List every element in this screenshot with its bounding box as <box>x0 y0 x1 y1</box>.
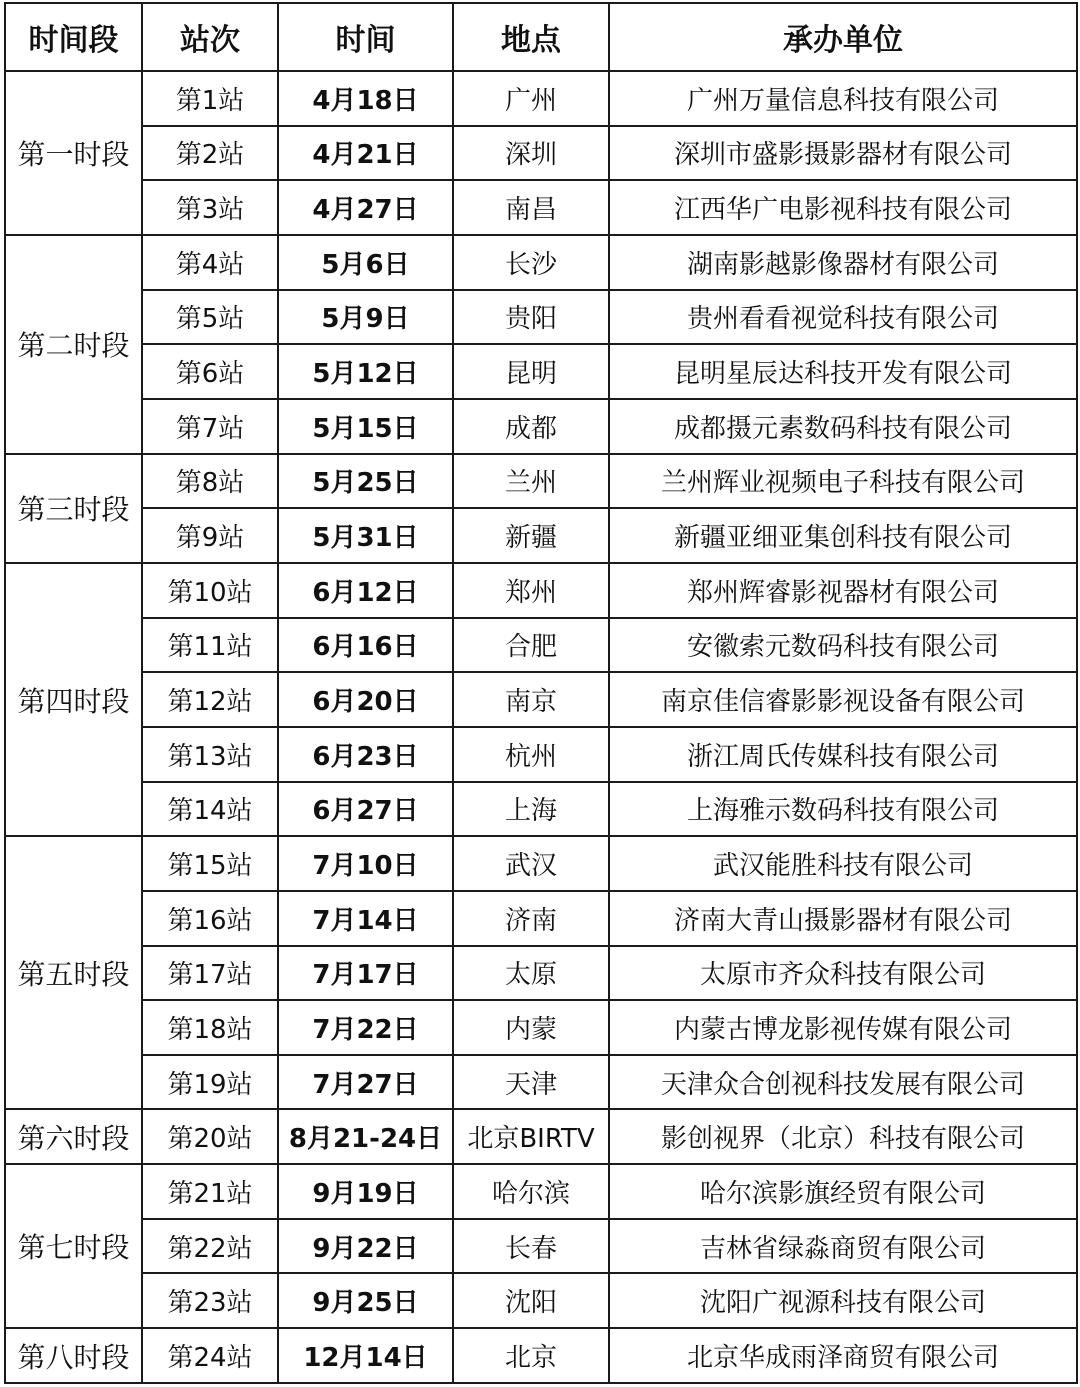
table-row <box>5 618 1077 673</box>
date-cell: 6月20日 <box>278 672 453 727</box>
header-date: 时间 <box>278 3 453 71</box>
host-cell: 新疆亚细亚集创科技有限公司 <box>609 508 1077 563</box>
station-cell: 第21站 <box>142 1164 278 1219</box>
station-cell: 第16站 <box>142 891 278 946</box>
station-cell: 第17站 <box>142 946 278 1001</box>
table-row <box>5 727 1077 782</box>
host-cell: 南京佳信睿影影视设备有限公司 <box>609 672 1077 727</box>
period-cell: 第二时段 <box>5 235 142 454</box>
header-period: 时间段 <box>5 3 142 71</box>
date-cell: 6月27日 <box>278 782 453 837</box>
table-row <box>5 290 1077 345</box>
table-row <box>5 344 1077 399</box>
place-cell: 内蒙 <box>453 1000 609 1055</box>
station-cell: 第6站 <box>142 344 278 399</box>
date-cell: 5月15日 <box>278 399 453 454</box>
station-cell: 第20站 <box>142 1109 278 1164</box>
host-cell: 吉林省绿淼商贸有限公司 <box>609 1219 1077 1274</box>
header-place: 地点 <box>453 3 609 71</box>
place-cell: 成都 <box>453 399 609 454</box>
place-cell: 北京 <box>453 1328 609 1383</box>
place-cell: 合肥 <box>453 618 609 673</box>
host-cell: 北京华成雨泽商贸有限公司 <box>609 1328 1077 1383</box>
table-row <box>5 1055 1077 1110</box>
station-cell: 第3站 <box>142 180 278 235</box>
table-row <box>5 71 1077 126</box>
table-row <box>5 508 1077 563</box>
date-cell: 7月22日 <box>278 1000 453 1055</box>
place-cell: 上海 <box>453 782 609 837</box>
date-cell: 7月27日 <box>278 1055 453 1110</box>
table-row <box>5 891 1077 946</box>
station-cell: 第11站 <box>142 618 278 673</box>
period-cell: 第八时段 <box>5 1328 142 1383</box>
date-cell: 5月31日 <box>278 508 453 563</box>
host-cell: 济南大青山摄影器材有限公司 <box>609 891 1077 946</box>
place-cell: 济南 <box>453 891 609 946</box>
station-cell: 第2站 <box>142 126 278 181</box>
table-row <box>5 836 1077 891</box>
date-cell: 12月14日 <box>278 1328 453 1383</box>
station-cell: 第19站 <box>142 1055 278 1110</box>
date-cell: 9月22日 <box>278 1219 453 1274</box>
host-cell: 江西华广电影视科技有限公司 <box>609 180 1077 235</box>
period-cell: 第一时段 <box>5 71 142 235</box>
place-cell: 哈尔滨 <box>453 1164 609 1219</box>
place-cell: 长沙 <box>453 235 609 290</box>
period-cell: 第七时段 <box>5 1164 142 1328</box>
station-cell: 第4站 <box>142 235 278 290</box>
station-cell: 第23站 <box>142 1273 278 1328</box>
host-cell: 太原市齐众科技有限公司 <box>609 946 1077 1001</box>
station-cell: 第1站 <box>142 71 278 126</box>
table-row <box>5 1109 1077 1164</box>
place-cell: 郑州 <box>453 563 609 618</box>
date-cell: 6月12日 <box>278 563 453 618</box>
place-cell: 贵阳 <box>453 290 609 345</box>
host-cell: 内蒙古博龙影视传媒有限公司 <box>609 1000 1077 1055</box>
station-cell: 第13站 <box>142 727 278 782</box>
place-cell: 南昌 <box>453 180 609 235</box>
host-cell: 天津众合创视科技发展有限公司 <box>609 1055 1077 1110</box>
table-row <box>5 782 1077 837</box>
date-cell: 7月17日 <box>278 946 453 1001</box>
station-cell: 第15站 <box>142 836 278 891</box>
place-cell: 南京 <box>453 672 609 727</box>
date-cell: 9月19日 <box>278 1164 453 1219</box>
date-cell: 4月27日 <box>278 180 453 235</box>
host-cell: 湖南影越影像器材有限公司 <box>609 235 1077 290</box>
host-cell: 广州万量信息科技有限公司 <box>609 71 1077 126</box>
place-cell: 沈阳 <box>453 1273 609 1328</box>
place-cell: 天津 <box>453 1055 609 1110</box>
host-cell: 浙江周氏传媒科技有限公司 <box>609 727 1077 782</box>
station-cell: 第7站 <box>142 399 278 454</box>
station-cell: 第22站 <box>142 1219 278 1274</box>
host-cell: 郑州辉睿影视器材有限公司 <box>609 563 1077 618</box>
date-cell: 5月12日 <box>278 344 453 399</box>
date-cell: 6月23日 <box>278 727 453 782</box>
date-cell: 4月18日 <box>278 71 453 126</box>
schedule-table <box>4 2 1078 1384</box>
date-cell: 6月16日 <box>278 618 453 673</box>
host-cell: 深圳市盛影摄影器材有限公司 <box>609 126 1077 181</box>
date-cell: 8月21-24日 <box>278 1109 453 1164</box>
place-cell: 杭州 <box>453 727 609 782</box>
date-cell: 5月25日 <box>278 454 453 509</box>
host-cell: 贵州看看视觉科技有限公司 <box>609 290 1077 345</box>
place-cell: 新疆 <box>453 508 609 563</box>
host-cell: 武汉能胜科技有限公司 <box>609 836 1077 891</box>
table-row <box>5 454 1077 509</box>
period-cell: 第三时段 <box>5 454 142 563</box>
host-cell: 影创视界（北京）科技有限公司 <box>609 1109 1077 1164</box>
table-row <box>5 1328 1077 1383</box>
host-cell: 兰州辉业视频电子科技有限公司 <box>609 454 1077 509</box>
date-cell: 7月14日 <box>278 891 453 946</box>
date-cell: 5月9日 <box>278 290 453 345</box>
date-cell: 5月6日 <box>278 235 453 290</box>
date-cell: 7月10日 <box>278 836 453 891</box>
date-cell: 4月21日 <box>278 126 453 181</box>
host-cell: 成都摄元素数码科技有限公司 <box>609 399 1077 454</box>
period-cell: 第四时段 <box>5 563 142 836</box>
place-cell: 北京BIRTV <box>453 1109 609 1164</box>
period-cell: 第六时段 <box>5 1109 142 1164</box>
station-cell: 第8站 <box>142 454 278 509</box>
place-cell: 广州 <box>453 71 609 126</box>
period-cell: 第五时段 <box>5 836 142 1109</box>
station-cell: 第5站 <box>142 290 278 345</box>
host-cell: 昆明星辰达科技开发有限公司 <box>609 344 1077 399</box>
host-cell: 安徽索元数码科技有限公司 <box>609 618 1077 673</box>
place-cell: 武汉 <box>453 836 609 891</box>
date-cell: 9月25日 <box>278 1273 453 1328</box>
place-cell: 深圳 <box>453 126 609 181</box>
station-cell: 第24站 <box>142 1328 278 1383</box>
place-cell: 长春 <box>453 1219 609 1274</box>
table-row <box>5 235 1077 290</box>
table-row <box>5 946 1077 1001</box>
host-cell: 哈尔滨影旗经贸有限公司 <box>609 1164 1077 1219</box>
place-cell: 太原 <box>453 946 609 1001</box>
table-row <box>5 1273 1077 1328</box>
header-host: 承办单位 <box>609 3 1077 71</box>
station-cell: 第18站 <box>142 1000 278 1055</box>
table-row <box>5 1219 1077 1274</box>
host-cell: 沈阳广视源科技有限公司 <box>609 1273 1077 1328</box>
station-cell: 第14站 <box>142 782 278 837</box>
table-row <box>5 399 1077 454</box>
station-cell: 第9站 <box>142 508 278 563</box>
table-row <box>5 1000 1077 1055</box>
place-cell: 昆明 <box>453 344 609 399</box>
table-row <box>5 672 1077 727</box>
place-cell: 兰州 <box>453 454 609 509</box>
table-row <box>5 563 1077 618</box>
table-row <box>5 126 1077 181</box>
header-row <box>5 3 1077 71</box>
header-station: 站次 <box>142 3 278 71</box>
schedule-body <box>5 71 1077 1383</box>
host-cell: 上海雅示数码科技有限公司 <box>609 782 1077 837</box>
table-row <box>5 180 1077 235</box>
table-row <box>5 1164 1077 1219</box>
station-cell: 第10站 <box>142 563 278 618</box>
station-cell: 第12站 <box>142 672 278 727</box>
